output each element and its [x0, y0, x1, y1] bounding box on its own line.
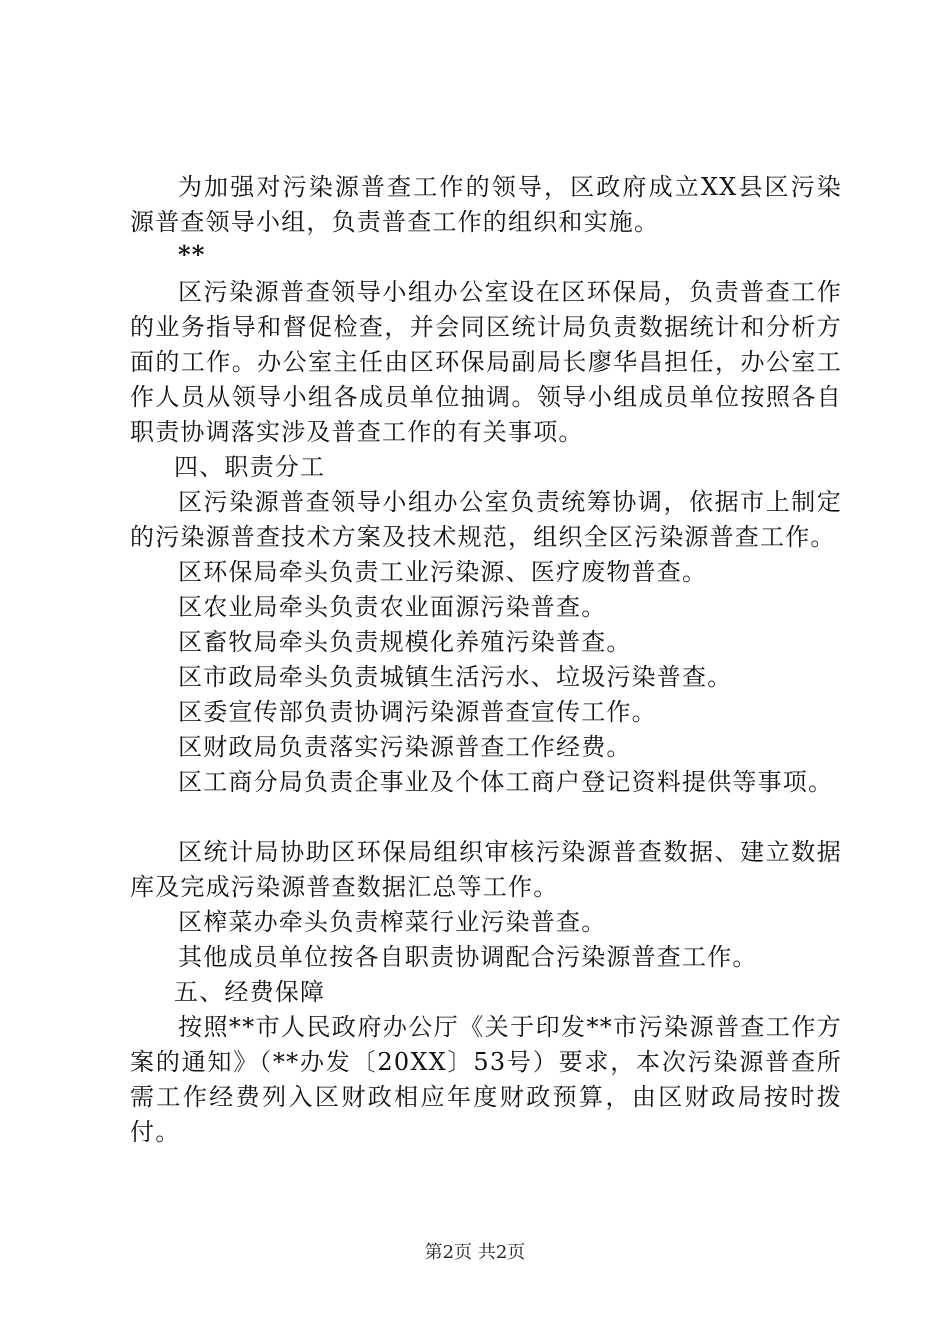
document-body	[130, 170, 842, 1150]
paragraph-other-members: 其他成员单位按各自职责协调配合污染源普查工作。	[178, 943, 758, 971]
paragraph-publicity-dept: 区委宣传部负责协调污染源普查宣传工作。	[178, 698, 657, 726]
paragraph-office-setup: 区污染源普查领导小组办公室设在区环保局，负责普查工作的业务指导和督促检查，并会同区统计局负责数据统计和分析方面的工作。办公室主任由区环保局副局长廖华昌担任，办公室工作人员从领导小组各成员单位抽调。领导小组成员单位按照各自职责协调落实涉及普查工作的有关事项。	[130, 278, 842, 446]
paragraph-office-coordination: 区污染源普查领导小组办公室负责统筹协调，依据市上制定的污染源普查技术方案及技术规范，组织全区污染源普查工作。	[130, 488, 842, 551]
paragraph-leading-group: 为加强对污染源普查工作的领导，区政府成立XX县区污染源普查领导小组，负责普查工作的组织和实施。	[130, 173, 842, 236]
section-heading-duties: 四、职责分工	[174, 453, 326, 481]
section-heading-funding: 五、经费保障	[174, 978, 326, 1006]
paragraph-stats-bureau: 区统计局协助区环保局组织审核污染源普查数据、建立数据库及完成污染源普查数据汇总等工作。	[130, 838, 842, 901]
paragraph-finance-bureau: 区财政局负责落实污染源普查工作经费。	[178, 733, 632, 761]
paragraph-env-bureau: 区环保局牵头负责工业污染源、医疗废物普查。	[178, 558, 708, 586]
paragraph-municipal-bureau: 区市政局牵头负责城镇生活污水、垃圾污染普查。	[178, 663, 733, 691]
paragraph-commerce-bureau: 区工商分局负责企事业及个体工商户登记资料提供等事项。	[178, 768, 834, 796]
paragraph-agri-bureau: 区农业局牵头负责农业面源污染普查。	[178, 593, 607, 621]
page-footer: 第2页 共2页	[424, 1242, 526, 1263]
paragraph-redacted-marker: **	[178, 240, 206, 269]
paragraph-livestock-bureau: 区畜牧局牵头负责规模化养殖污染普查。	[178, 628, 632, 656]
paragraph-zhacai-office: 区榨菜办牵头负责榨菜行业污染普查。	[178, 908, 607, 936]
paragraph-funding-detail: 按照**市人民政府办公厅《关于印发**市污染源普查工作方案的通知》（**办发〔20XX〕53号）要求，本次污染源普查所需工作经费列入区财政相应年度财政预算，由区财政局按时拨付。	[130, 1013, 842, 1146]
